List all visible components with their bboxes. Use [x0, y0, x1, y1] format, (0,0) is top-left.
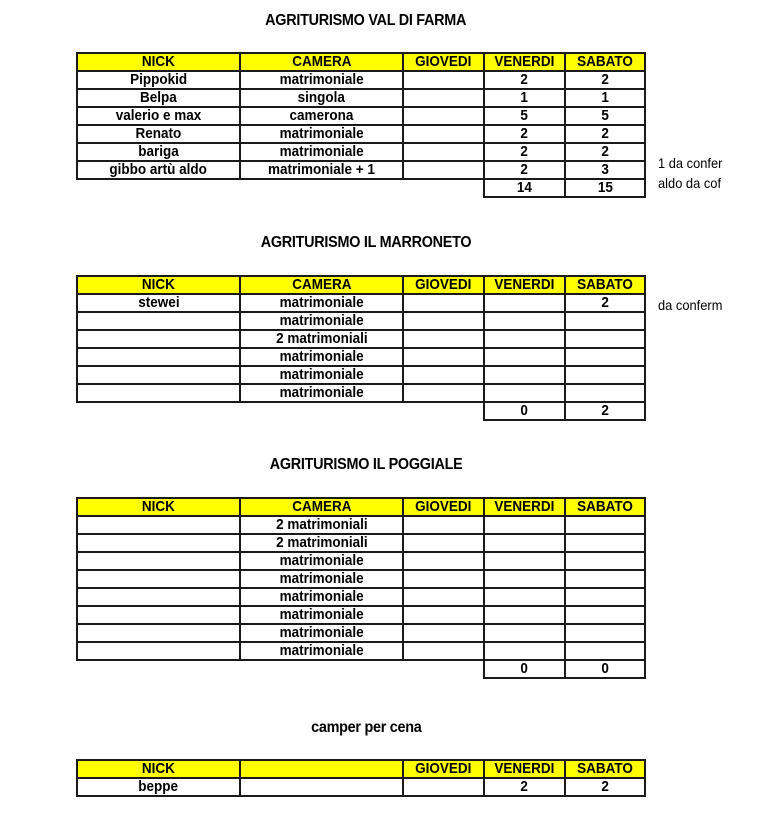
total-value: 2	[601, 402, 609, 419]
row-note	[658, 155, 768, 171]
blank-cell	[77, 402, 240, 420]
header-cell-camera	[240, 760, 403, 778]
header-row	[77, 760, 645, 778]
table-row	[77, 143, 645, 161]
cell-sabato[interactable]	[565, 624, 645, 642]
total-value: 0	[520, 660, 529, 677]
cell-nick[interactable]	[77, 570, 240, 588]
header-label: SABATO	[577, 498, 633, 515]
header-row	[77, 53, 645, 71]
cell-value: matrimoniale	[279, 348, 364, 365]
table-row	[77, 312, 645, 330]
cell-value: valerio e max	[115, 107, 202, 124]
cell-value: 2	[520, 161, 529, 178]
cell-camera[interactable]	[240, 312, 403, 330]
cell-value: Renato	[135, 125, 182, 142]
blank-cell	[403, 402, 484, 420]
cell-nick[interactable]	[77, 89, 240, 107]
header-label: GIOVEDI	[415, 760, 472, 777]
total-value: 0	[601, 660, 609, 677]
cell-sabato[interactable]	[565, 143, 645, 161]
cell-value: Pippokid	[129, 71, 188, 88]
cell-sabato[interactable]	[565, 161, 645, 179]
cell-value: 2 matrimoniali	[275, 330, 368, 347]
cell-venerdi[interactable]	[484, 107, 565, 125]
cell-nick[interactable]	[77, 606, 240, 624]
cell-sabato[interactable]	[565, 384, 645, 402]
cell-value: 2	[601, 143, 609, 160]
blank-cell	[403, 179, 484, 197]
cell-camera[interactable]	[240, 516, 403, 534]
cell-nick[interactable]	[77, 107, 240, 125]
cell-value: camerona	[289, 107, 354, 124]
cell-sabato[interactable]	[565, 71, 645, 89]
cell-giovedi[interactable]	[403, 606, 484, 624]
cell-nick[interactable]	[77, 125, 240, 143]
header-label: CAMERA	[291, 276, 352, 293]
cell-camera[interactable]	[240, 125, 403, 143]
cell-sabato[interactable]	[565, 778, 645, 796]
header-label: GIOVEDI	[415, 498, 472, 515]
cell-giovedi[interactable]	[403, 534, 484, 552]
header-label: SABATO	[577, 276, 633, 293]
cell-camera[interactable]	[240, 107, 403, 125]
cell-nick[interactable]	[77, 161, 240, 179]
cell-camera[interactable]	[240, 570, 403, 588]
cell-nick[interactable]	[77, 642, 240, 660]
cell-value: matrimoniale	[279, 624, 364, 641]
cell-value: matrimoniale	[279, 570, 364, 587]
cell-value: 5	[601, 107, 609, 124]
header-cell-sabato	[565, 276, 645, 294]
cell-value: 2	[601, 294, 609, 311]
cell-value: matrimoniale	[279, 366, 364, 383]
header-cell-nick	[77, 53, 240, 71]
cell-nick[interactable]	[77, 71, 240, 89]
cell-value: 2	[520, 143, 529, 160]
cell-venerdi[interactable]	[484, 516, 565, 534]
cell-value: 3	[601, 161, 609, 178]
cell-sabato[interactable]	[565, 534, 645, 552]
cell-venerdi[interactable]	[484, 366, 565, 384]
total-value: 0	[520, 402, 529, 419]
total-venerdi	[484, 660, 565, 678]
header-cell-camera	[240, 498, 403, 516]
cell-giovedi[interactable]	[403, 516, 484, 534]
note-text: 1 da confer	[658, 155, 723, 171]
cell-value: bariga	[138, 143, 179, 160]
cell-camera[interactable]	[240, 366, 403, 384]
table-row	[77, 294, 645, 312]
table-row	[77, 606, 645, 624]
header-cell-venerdi	[484, 53, 565, 71]
cell-venerdi[interactable]	[484, 624, 565, 642]
cell-value: 2	[601, 125, 609, 142]
cell-sabato[interactable]	[565, 552, 645, 570]
header-cell-camera	[240, 276, 403, 294]
blank-cell	[240, 402, 403, 420]
cell-value: 2	[520, 125, 529, 142]
cell-venerdi[interactable]	[484, 330, 565, 348]
cell-venerdi[interactable]	[484, 125, 565, 143]
cell-value: matrimoniale	[279, 384, 364, 401]
cell-value: 2	[601, 71, 609, 88]
cell-nick[interactable]	[77, 552, 240, 570]
cell-value: matrimoniale	[279, 642, 364, 659]
totals-row	[77, 179, 645, 197]
header-label: SABATO	[577, 760, 633, 777]
cell-value: 2	[520, 71, 529, 88]
cell-value: matrimoniale	[279, 143, 364, 160]
table-row	[77, 534, 645, 552]
cell-sabato[interactable]	[565, 348, 645, 366]
cell-sabato[interactable]	[565, 330, 645, 348]
note-text: aldo da cof	[658, 175, 722, 192]
total-sabato	[565, 660, 645, 678]
cell-nick[interactable]	[77, 384, 240, 402]
cell-giovedi[interactable]	[403, 384, 484, 402]
cell-camera[interactable]	[240, 588, 403, 606]
cell-sabato[interactable]	[565, 366, 645, 384]
header-cell-sabato	[565, 53, 645, 71]
header-cell-camera	[240, 53, 403, 71]
cell-giovedi[interactable]	[403, 778, 484, 796]
cell-venerdi[interactable]	[484, 534, 565, 552]
table-poggiale	[76, 497, 646, 679]
cell-sabato[interactable]	[565, 107, 645, 125]
cell-sabato[interactable]	[565, 570, 645, 588]
cell-venerdi[interactable]	[484, 312, 565, 330]
cell-camera[interactable]	[240, 642, 403, 660]
cell-giovedi[interactable]	[403, 570, 484, 588]
header-cell-giovedi	[403, 53, 484, 71]
cell-camera[interactable]	[240, 606, 403, 624]
cell-nick[interactable]	[77, 534, 240, 552]
table-row	[77, 384, 645, 402]
total-sabato	[565, 402, 645, 420]
table-row	[77, 89, 645, 107]
section-title-camper: camper per cena	[310, 719, 422, 736]
cell-giovedi[interactable]	[403, 642, 484, 660]
table-row	[77, 348, 645, 366]
cell-value: singola	[297, 89, 346, 106]
cell-giovedi[interactable]	[403, 588, 484, 606]
header-row	[77, 498, 645, 516]
blank-cell	[240, 179, 403, 197]
header-cell-giovedi	[403, 276, 484, 294]
cell-nick[interactable]	[77, 588, 240, 606]
header-cell-venerdi	[484, 498, 565, 516]
table-row	[77, 570, 645, 588]
cell-sabato[interactable]	[565, 588, 645, 606]
cell-giovedi[interactable]	[403, 107, 484, 125]
cell-venerdi[interactable]	[484, 588, 565, 606]
cell-value: 2	[520, 778, 529, 795]
cell-giovedi[interactable]	[403, 89, 484, 107]
table-row	[77, 125, 645, 143]
table-row	[77, 330, 645, 348]
cell-venerdi[interactable]	[484, 71, 565, 89]
header-label: NICK	[141, 53, 175, 70]
header-cell-sabato	[565, 760, 645, 778]
cell-venerdi[interactable]	[484, 89, 565, 107]
header-label: VENERDI	[494, 760, 555, 777]
header-cell-venerdi	[484, 276, 565, 294]
header-label: GIOVEDI	[415, 53, 472, 70]
cell-camera[interactable]	[240, 161, 403, 179]
cell-value: 5	[520, 107, 529, 124]
blank-cell	[77, 179, 240, 197]
cell-giovedi[interactable]	[403, 71, 484, 89]
header-label: VENERDI	[494, 53, 555, 70]
cell-camera[interactable]	[240, 143, 403, 161]
table-row	[77, 624, 645, 642]
cell-value: matrimoniale	[279, 312, 364, 329]
total-venerdi	[484, 402, 565, 420]
header-label: NICK	[141, 760, 175, 777]
cell-camera[interactable]	[240, 624, 403, 642]
cell-venerdi[interactable]	[484, 606, 565, 624]
table-row	[77, 71, 645, 89]
table-row	[77, 588, 645, 606]
note-text: da conferm	[658, 297, 723, 314]
header-cell-nick	[77, 498, 240, 516]
totals-row	[77, 402, 645, 420]
table-row	[77, 516, 645, 534]
cell-sabato[interactable]	[565, 294, 645, 312]
cell-nick[interactable]	[77, 143, 240, 161]
cell-nick[interactable]	[77, 778, 240, 796]
table-row	[77, 161, 645, 179]
cell-camera[interactable]	[240, 348, 403, 366]
cell-value: 2 matrimoniali	[275, 516, 368, 533]
section-title-val-di-farma: AGRITURISMO VAL DI FARMA	[265, 12, 467, 29]
cell-venerdi[interactable]	[484, 384, 565, 402]
table-row	[77, 552, 645, 570]
cell-giovedi[interactable]	[403, 348, 484, 366]
total-venerdi	[484, 179, 565, 197]
cell-sabato[interactable]	[565, 125, 645, 143]
cell-sabato[interactable]	[565, 516, 645, 534]
cell-value: 1	[601, 89, 609, 106]
cell-venerdi[interactable]	[484, 778, 565, 796]
cell-camera[interactable]	[240, 552, 403, 570]
cell-sabato[interactable]	[565, 89, 645, 107]
section-title-marroneto: AGRITURISMO IL MARRONETO	[260, 234, 472, 251]
table-marroneto	[76, 275, 646, 421]
header-cell-venerdi	[484, 760, 565, 778]
cell-giovedi[interactable]	[403, 366, 484, 384]
row-note	[658, 175, 768, 191]
table-row	[77, 366, 645, 384]
cell-value: 2 matrimoniali	[275, 534, 368, 551]
cell-venerdi[interactable]	[484, 294, 565, 312]
header-cell-sabato	[565, 498, 645, 516]
cell-value: matrimoniale	[279, 125, 364, 142]
cell-giovedi[interactable]	[403, 330, 484, 348]
cell-value: matrimoniale	[279, 588, 364, 605]
header-label: NICK	[141, 498, 175, 515]
cell-camera[interactable]	[240, 89, 403, 107]
cell-camera[interactable]	[240, 71, 403, 89]
header-cell-giovedi	[403, 498, 484, 516]
header-label: GIOVEDI	[415, 276, 472, 293]
cell-venerdi[interactable]	[484, 143, 565, 161]
header-label: VENERDI	[494, 276, 555, 293]
cell-giovedi[interactable]	[403, 294, 484, 312]
cell-giovedi[interactable]	[403, 161, 484, 179]
row-note	[658, 297, 768, 313]
cell-value: matrimoniale	[279, 71, 364, 88]
cell-value: 2	[601, 778, 609, 795]
cell-nick[interactable]	[77, 312, 240, 330]
header-cell-nick	[77, 760, 240, 778]
cell-value: Belpa	[140, 89, 177, 106]
total-value: 14	[516, 179, 533, 196]
header-row	[77, 276, 645, 294]
table-row	[77, 778, 645, 796]
cell-giovedi[interactable]	[403, 552, 484, 570]
cell-value: matrimoniale + 1	[268, 161, 375, 178]
cell-nick[interactable]	[77, 366, 240, 384]
cell-value: matrimoniale	[279, 294, 364, 311]
cell-venerdi[interactable]	[484, 552, 565, 570]
cell-value: gibbo artù aldo	[109, 161, 208, 178]
cell-value: 1	[520, 89, 529, 106]
cell-value: matrimoniale	[279, 606, 364, 623]
cell-giovedi[interactable]	[403, 624, 484, 642]
cell-value: matrimoniale	[279, 552, 364, 569]
total-sabato	[565, 179, 645, 197]
cell-nick[interactable]	[77, 348, 240, 366]
table-camper	[76, 759, 646, 797]
cell-nick[interactable]	[77, 624, 240, 642]
cell-camera[interactable]	[240, 294, 403, 312]
header-label: SABATO	[577, 53, 633, 70]
blank-cell	[77, 660, 240, 678]
cell-venerdi[interactable]	[484, 570, 565, 588]
header-cell-nick	[77, 276, 240, 294]
cell-camera[interactable]	[240, 534, 403, 552]
cell-camera[interactable]	[240, 384, 403, 402]
header-label: NICK	[141, 276, 175, 293]
cell-venerdi[interactable]	[484, 642, 565, 660]
table-row	[77, 642, 645, 660]
blank-cell	[240, 660, 403, 678]
cell-nick[interactable]	[77, 330, 240, 348]
header-label: CAMERA	[291, 53, 352, 70]
cell-giovedi[interactable]	[403, 312, 484, 330]
table-row	[77, 107, 645, 125]
totals-row	[77, 660, 645, 678]
cell-nick[interactable]	[77, 516, 240, 534]
cell-camera[interactable]	[240, 778, 403, 796]
cell-nick[interactable]	[77, 294, 240, 312]
cell-value: stewei	[137, 294, 180, 311]
total-value: 15	[597, 179, 613, 196]
table-val-di-farma	[76, 52, 646, 198]
header-cell-giovedi	[403, 760, 484, 778]
header-label: VENERDI	[494, 498, 555, 515]
cell-giovedi[interactable]	[403, 143, 484, 161]
cell-sabato[interactable]	[565, 642, 645, 660]
cell-venerdi[interactable]	[484, 348, 565, 366]
cell-value: beppe	[138, 778, 179, 795]
cell-giovedi[interactable]	[403, 125, 484, 143]
cell-camera[interactable]	[240, 330, 403, 348]
blank-cell	[403, 660, 484, 678]
cell-sabato[interactable]	[565, 312, 645, 330]
cell-sabato[interactable]	[565, 606, 645, 624]
section-title-poggiale: AGRITURISMO IL POGGIALE	[269, 456, 463, 473]
header-label: CAMERA	[291, 498, 352, 515]
cell-venerdi[interactable]	[484, 161, 565, 179]
